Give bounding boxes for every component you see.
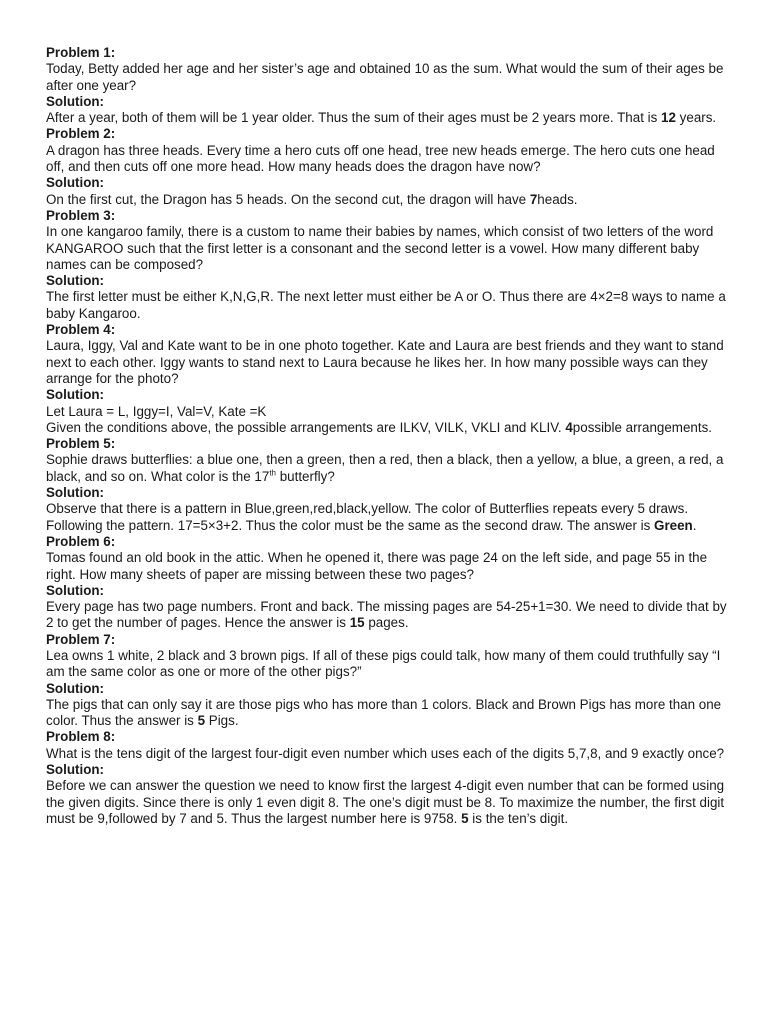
solution-answer: 5 bbox=[461, 810, 469, 826]
solution-text-part: possible arrangements. bbox=[572, 419, 712, 435]
solution-label: Solution: bbox=[46, 93, 105, 109]
solution-text-part: Before we can answer the question we need to know first the largest 4-digit even number that can be formed using the given digits. Since there is only 1 even digit 8. The one’s digit must be 8. To maximize the number, the first digit must be 9,followed by 7 and 5. Thus the largest number here is 9758. bbox=[46, 778, 725, 826]
solution-label: Solution: bbox=[46, 485, 105, 501]
problem-question: Today, Betty added her age and her sister’s age and obtained 10 as the sum. What would the sum of their ages be after one year? bbox=[46, 61, 724, 93]
problem-question: A dragon has three heads. Every time a hero cuts off one head, tree new heads emerge. The hero cuts one head off, and then cuts off one more head. How many heads does the dragon have now? bbox=[46, 142, 715, 175]
solution-text bbox=[46, 192, 728, 208]
solution-label: Solution: bbox=[46, 762, 105, 778]
solution-text-part: The pigs that can only say it are those pigs who has more than 1 colors. Black and Brown Pigs has more than one color. Thus the answer is bbox=[46, 696, 722, 729]
solution-answer: 7 bbox=[529, 191, 538, 207]
problem-title: Problem 5: bbox=[46, 436, 116, 452]
solution-label: Solution: bbox=[46, 582, 105, 598]
solution-text-part: pages. bbox=[364, 615, 409, 631]
problem-1 bbox=[46, 45, 728, 126]
problem-title: Problem 7: bbox=[46, 631, 116, 647]
problem-3 bbox=[46, 208, 728, 322]
solution-text-part: is the ten’s digit. bbox=[468, 810, 569, 826]
solution-text-part: On the first cut, the Dragon has 5 heads. On the second cut, the dragon will have bbox=[46, 191, 530, 207]
problem-title: Problem 1: bbox=[46, 45, 116, 60]
problem-2 bbox=[46, 126, 728, 207]
solution-label: Solution: bbox=[46, 273, 105, 289]
problem-8 bbox=[46, 729, 728, 827]
solution-label: Solution: bbox=[46, 387, 105, 403]
problem-title: Problem 2: bbox=[46, 126, 116, 142]
solution-text-part: After a year, both of them will be 1 year older. Thus the sum of their ages must be 2 years more. That is bbox=[46, 110, 662, 126]
solution-text: The first letter must be either K,N,G,R. The next letter must either be A or O. Thus there are 4×2=8 ways to name a baby Kangaroo. bbox=[46, 289, 726, 321]
solution-text-part: Given the conditions above, the possible arrangements are ILKV, VILK, VKLI and KLIV. bbox=[46, 419, 566, 435]
solution-text bbox=[46, 110, 728, 126]
problem-question: Lea owns 1 white, 2 black and 3 brown pigs. If all of these pigs could talk, how many of them could truthfully say “I am the same color as one or more of the other pigs?” bbox=[46, 647, 721, 680]
solution-answer: 12 bbox=[661, 110, 676, 126]
problem-7 bbox=[46, 632, 728, 730]
problem-question: In one kangaroo family, there is a custom to name their babies by names, which consist of two letters of the word KANGAROO such that the first letter is a consonant and the second letter is a vowel. How many different baby names can be composed? bbox=[46, 224, 714, 272]
question-text-part: Sophie draws butterflies: a blue one, then a green, then a red, then a black, then a yellow, a blue, a green, a red, a black, and so on. What color is the 17 bbox=[46, 452, 724, 484]
solution-text bbox=[46, 501, 728, 534]
solution-text-part: years. bbox=[675, 110, 717, 126]
solution-definitions: Let Laura = L, Iggy=I, Val=V, Kate =K bbox=[46, 403, 267, 419]
problem-question: What is the tens digit of the largest four-digit even number which uses each of the digits 5,7,8, and 9 exactly once? bbox=[46, 745, 725, 761]
solution-text-part: Observe that there is a pattern in Blue,green,red,black,yellow. The color of Butterflies repeats every 5 draws. Following the pattern. 17=5×3+2. Thus the color must be the same as the second draw. The answer is bbox=[46, 501, 689, 533]
solution-label: Solution: bbox=[46, 175, 105, 191]
solution-text-part: . bbox=[692, 517, 697, 533]
solution-answer: 5 bbox=[197, 713, 206, 729]
problem-question: Laura, Iggy, Val and Kate want to be in one photo together. Kate and Laura are best friends and they want to stand next to each other. Iggy wants to stand next to Laura because he likes her. In how many possible ways can they arrange for the photo? bbox=[46, 338, 724, 386]
problem-4 bbox=[46, 322, 728, 436]
solution-text bbox=[46, 599, 728, 632]
solution-text bbox=[46, 697, 728, 730]
solution-text-part: Every page has two page numbers. Front and back. The missing pages are 54-25+1=30. We need to divide that by 2 to get the number of pages. Hence the answer is bbox=[46, 599, 727, 631]
solution-text-part: heads. bbox=[537, 191, 578, 207]
solution-answer: 15 bbox=[349, 615, 365, 631]
problem-5 bbox=[46, 436, 728, 534]
solution-text bbox=[46, 778, 728, 827]
problem-question bbox=[46, 452, 728, 485]
solution-text-part: Pigs. bbox=[205, 713, 239, 729]
problem-title: Problem 8: bbox=[46, 729, 116, 745]
ordinal-suffix: th bbox=[269, 468, 276, 478]
question-text-part: butterfly? bbox=[275, 468, 335, 484]
problem-title: Problem 3: bbox=[46, 207, 116, 223]
solution-answer: 4 bbox=[565, 419, 573, 435]
problem-question: Tomas found an old book in the attic. When he opened it, there was page 24 on the left side, and page 55 in the right. How many sheets of paper are missing between these two pages? bbox=[46, 550, 708, 582]
problem-6 bbox=[46, 534, 728, 632]
problem-title: Problem 6: bbox=[46, 533, 116, 549]
solution-text bbox=[46, 420, 728, 436]
problem-title: Problem 4: bbox=[46, 322, 116, 338]
solution-answer: Green bbox=[654, 517, 693, 533]
solution-label: Solution: bbox=[46, 680, 105, 696]
document-page bbox=[46, 45, 728, 827]
